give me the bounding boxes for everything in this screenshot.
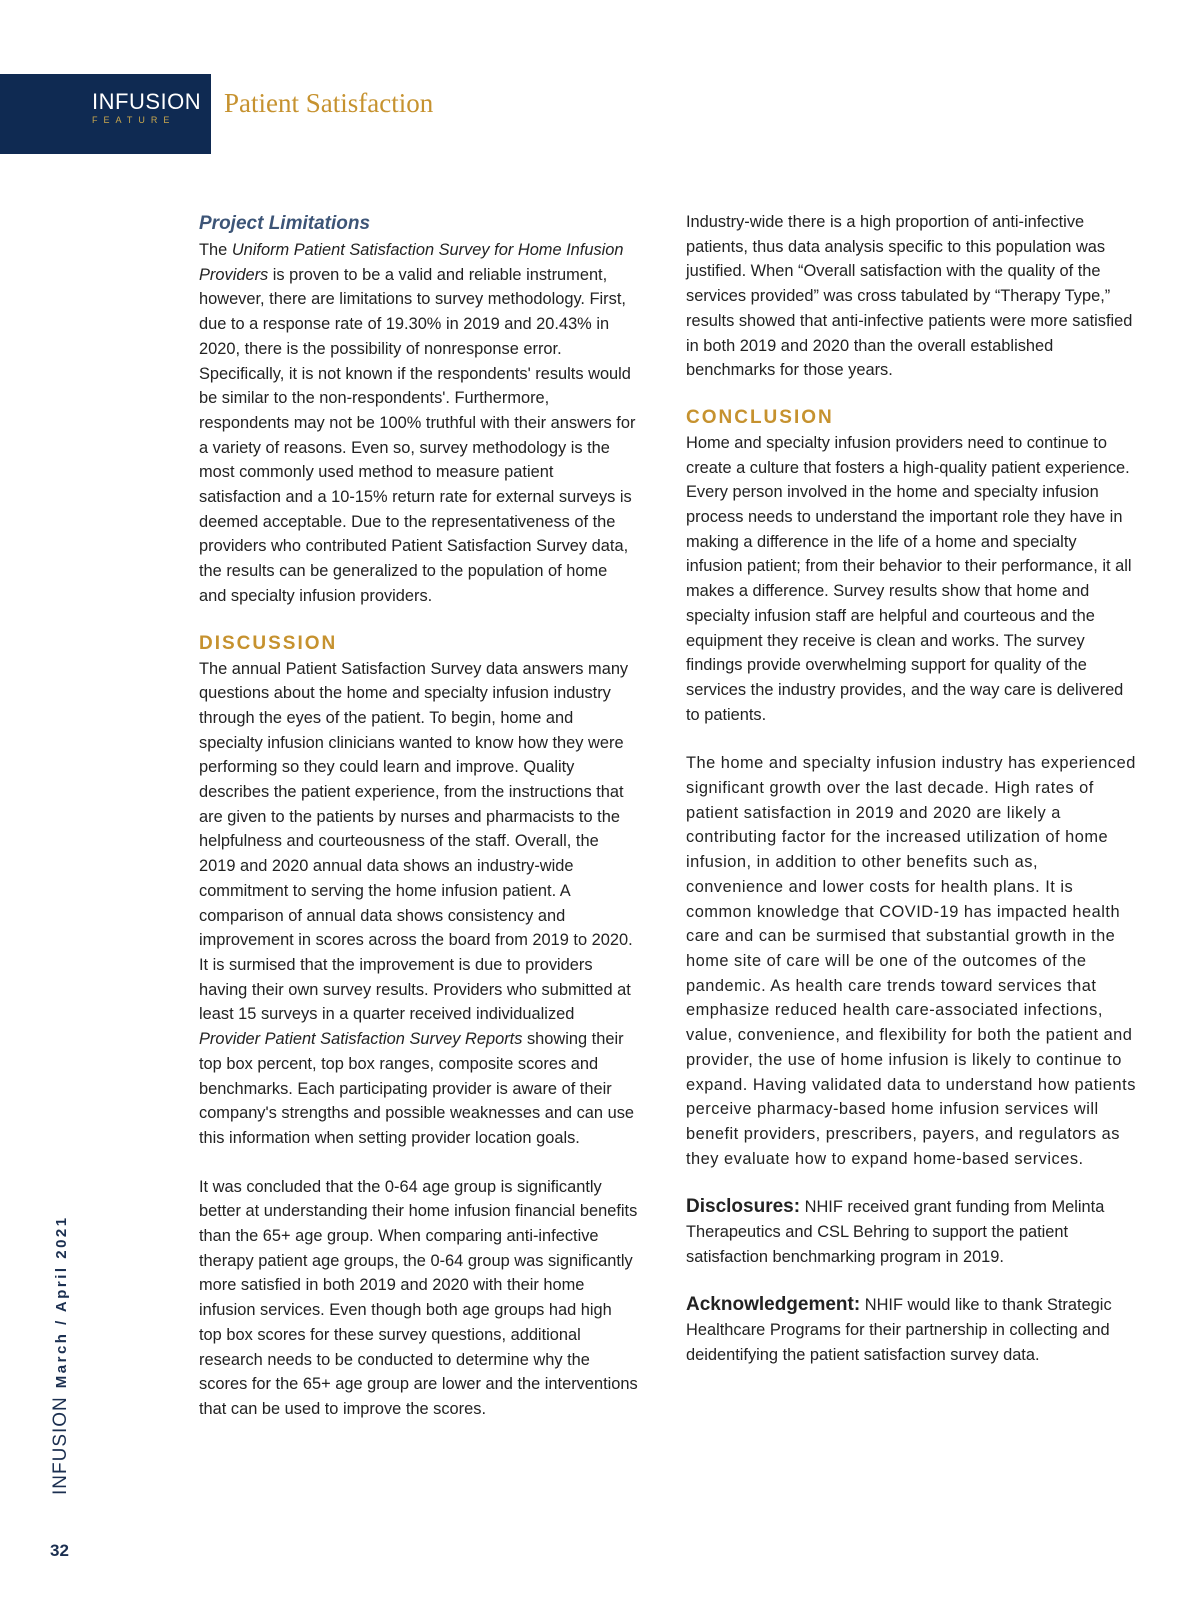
conclusion-paragraph-2: The home and specialty infusion industry has experienced significant growth over the last decade. High rates of patient satisfaction in 2019 and 2020 are likely a contributing factor for the increased utilization of home infusion, in addition to other benefits such as, convenience and lower costs for health plans. It is common knowledge that COVID-19 has impacted health care and can be surmised that substantial growth in the home site of care will be one of the outcomes of the pandemic. As health care trends toward services that emphasize reduced health care-associated infections, value, convenience, and flexibility for both the patient and provider, the use of home infusion is likely to continue to expand. Having validated data to understand how patients perceive pharmacy-based home infusion services will benefit providers, prescribers, payers, and regulators as they evaluate how to expand home-based services.: [686, 754, 1136, 1168]
right-column: [686, 210, 1136, 1368]
side-logo: INFUSION: [50, 1396, 71, 1495]
discussion-paragraph-2: It was concluded that the 0-64 age group is significantly better at understanding their home infusion financial benefits than the 65+ age group. When comparing anti-infective therapy patient age groups, the 0-64 group was significantly more satisfied in both 2019 and 2020 with their home infusion services. Even though both age groups had high top box scores for these survey questions, additional research needs to be conducted to determine why the scores for the 65+ age group are lower and the interventions that can be used to improve the scores.: [199, 1177, 638, 1418]
issue-date: March / April 2021: [53, 1215, 70, 1389]
conclusion-heading: CONCLUSION: [686, 406, 834, 428]
section-title: Patient Satisfaction: [224, 88, 434, 118]
limitations-heading: Project Limitations: [199, 213, 371, 234]
logo-sub-text: FEATURE: [92, 115, 176, 125]
disclosures-paragraph: Disclosures: NHIF received grant funding from Melinta Therapeutics and CSL Behring to support the patient satisfaction benchmarking program in 2019.: [686, 1196, 1105, 1266]
therapy-paragraph: Industry-wide there is a high proportion of anti-infective patients, thus data analysis specific to this population was justified. When “Overall satisfaction with the quality of the services provided” was cross tabulated by “Therapy Type,” results showed that anti-infective patients were more satisfied in both 2019 and 2020 than the overall established benchmarks for those years.: [686, 213, 1133, 380]
page-number: 32: [50, 1541, 69, 1560]
limitations-paragraph: The Uniform Patient Satisfaction Survey for Home Infusion Providers is proven to be a valid and reliable instrument, however, there are limitations to survey methodology. First, due to a response rate of 19.30% in 2019 and 20.43% in 2020, there is the possibility of nonresponse error. Specifically, it is not known if the respondents' results would be similar to the non-respondents'. Furthermore, respondents may not be 100% truthful with their answers for a variety of reasons. Even so, survey methodology is the most commonly used method to measure patient satisfaction and a 10-15% return rate for external surveys is deemed acceptable. Due to the representativeness of the providers who contributed Patient Satisfaction Survey data, the results can be generalized to the population of home and specialty infusion providers.: [199, 241, 636, 605]
reports-title-italic: Provider Patient Satisfaction Survey Reports: [199, 1030, 523, 1049]
disclosures-label: Disclosures:: [686, 1196, 801, 1218]
acknowledgement-paragraph: Acknowledgement: NHIF would like to thank Strategic Healthcare Programs for their partnership in collecting and deidentifying the patient satisfaction survey data.: [686, 1294, 1112, 1364]
logo-main-text: INFUSION: [92, 89, 202, 114]
discussion-paragraph-1: The annual Patient Satisfaction Survey data answers many questions about the home and specialty infusion industry through the eyes of the patient. To begin, home and specialty infusion clinicians wanted to know how they were performing so they could learn and improve. Quality describes the patient experience, from the instructions that are given to the patients by nurses and pharmacists to the helpfulness and courteousness of the staff. Overall, the 2019 and 2020 annual data shows an industry-wide commitment to serving the home infusion patient. A comparison of annual data shows consistency and improvement in scores across the board from 2019 to 2020. It is surmised that the improvement is due to providers having their own survey results. Providers who submitted at least 15 surveys in a quarter received individualized Provider Patient Satisfaction Survey Reports showing their top box percent, top box ranges, composite scores and benchmarks. Each participating provider is aware of their company's strengths and possible weaknesses and can use this information when setting provider location goals.: [199, 659, 635, 1147]
survey-title-italic: Uniform Patient Satisfaction Survey for Home Infusion Providers: [199, 241, 624, 284]
discussion-heading: DISCUSSION: [199, 632, 338, 654]
conclusion-paragraph-1: Home and specialty infusion providers need to continue to create a culture that fosters a high-quality patient experience. Every person involved in the home and specialty infusion process needs to understand the important role they have in making a difference in the life of a home and specialty infusion patient; from their behavior to their performance, it all makes a difference. Survey results show that home and specialty infusion staff are helpful and courteous and the equipment they receive is clean and works. The survey findings provide overwhelming support for quality of the services the industry provides, and the way care is delivered to patients.: [686, 433, 1132, 724]
left-column: [199, 210, 639, 1422]
infusion-logo: [92, 90, 207, 125]
side-caption: [50, 1215, 72, 1495]
acknowledgement-label: Acknowledgement:: [686, 1294, 861, 1316]
